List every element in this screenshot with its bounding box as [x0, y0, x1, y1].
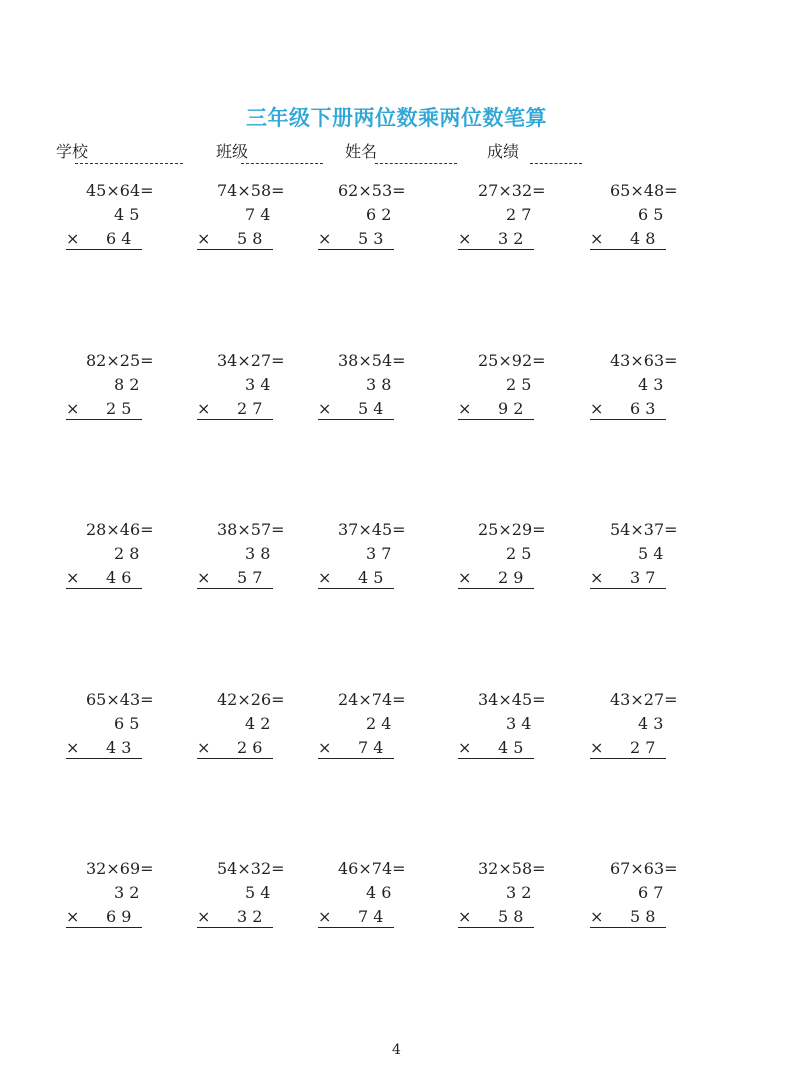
problem-bottom-number: 4 5: [498, 738, 524, 757]
problem-top-number: 2 7: [506, 205, 532, 224]
name-label: 姓名: [345, 142, 378, 161]
score-blank[interactable]: [530, 163, 582, 164]
problem-multiplier-row: [590, 568, 666, 589]
times-sign: ×: [197, 399, 211, 418]
school-label: 学校: [56, 142, 89, 161]
problem-18: [318, 690, 408, 760]
problem-expression: 45×64=: [86, 181, 154, 200]
problem-multiplier-row: [318, 568, 394, 589]
problem-expression: 28×46=: [86, 520, 154, 539]
problem-top-number: 2 4: [366, 714, 392, 733]
problem-multiplier-row: [458, 568, 534, 589]
problem-multiplier-row: [590, 399, 666, 420]
problem-25: [590, 859, 680, 929]
times-sign: ×: [458, 399, 472, 418]
problem-expression: 54×32=: [217, 859, 285, 878]
problem-bottom-number: 7 4: [358, 738, 384, 757]
problem-expression: 43×63=: [610, 351, 678, 370]
class-label: 班级: [216, 142, 249, 161]
problem-bottom-number: 3 2: [498, 229, 524, 248]
problem-bottom-number: 4 5: [358, 568, 384, 587]
problem-multiplier-row: [458, 738, 534, 759]
problem-expression: 62×53=: [338, 181, 406, 200]
problem-top-number: 5 4: [245, 883, 271, 902]
problem-expression: 37×45=: [338, 520, 406, 539]
problem-top-number: 6 2: [366, 205, 392, 224]
problem-bottom-number: 5 3: [358, 229, 384, 248]
score-label: 成绩: [487, 142, 520, 161]
problem-expression: 34×45=: [478, 690, 546, 709]
times-sign: ×: [197, 229, 211, 248]
problem-16: [66, 690, 156, 760]
times-sign: ×: [318, 907, 332, 926]
problem-expression: 65×48=: [610, 181, 678, 200]
times-sign: ×: [458, 568, 472, 587]
problem-top-number: 3 2: [114, 883, 140, 902]
problem-top-number: 3 4: [506, 714, 532, 733]
problem-7: [197, 351, 287, 421]
problem-bottom-number: 2 5: [106, 399, 132, 418]
problem-top-number: 2 8: [114, 544, 140, 563]
problem-expression: 27×32=: [478, 181, 546, 200]
times-sign: ×: [197, 738, 211, 757]
problem-multiplier-row: [590, 229, 666, 250]
problem-top-number: 4 2: [245, 714, 271, 733]
problem-expression: 34×27=: [217, 351, 285, 370]
problem-bottom-number: 7 4: [358, 907, 384, 926]
problem-bottom-number: 6 9: [106, 907, 132, 926]
problem-bottom-number: 3 2: [237, 907, 263, 926]
problem-10: [590, 351, 680, 421]
problem-top-number: 3 2: [506, 883, 532, 902]
times-sign: ×: [66, 399, 80, 418]
problem-multiplier-row: [197, 907, 273, 928]
problem-expression: 32×69=: [86, 859, 154, 878]
times-sign: ×: [197, 568, 211, 587]
problem-bottom-number: 4 6: [106, 568, 132, 587]
problem-multiplier-row: [458, 229, 534, 250]
problem-19: [458, 690, 548, 760]
class-blank[interactable]: [241, 163, 323, 164]
problem-top-number: 4 5: [114, 205, 140, 224]
problem-expression: 67×63=: [610, 859, 678, 878]
problem-bottom-number: 5 8: [237, 229, 263, 248]
times-sign: ×: [458, 907, 472, 926]
problem-expression: 54×37=: [610, 520, 678, 539]
problem-9: [458, 351, 548, 421]
problem-multiplier-row: [66, 229, 142, 250]
problem-top-number: 2 5: [506, 375, 532, 394]
times-sign: ×: [590, 399, 604, 418]
problem-expression: 32×58=: [478, 859, 546, 878]
problem-top-number: 6 5: [638, 205, 664, 224]
school-blank[interactable]: [75, 163, 183, 164]
problem-top-number: 6 7: [638, 883, 664, 902]
problem-12: [197, 520, 287, 590]
times-sign: ×: [458, 738, 472, 757]
problem-expression: 82×25=: [86, 351, 154, 370]
problem-21: [66, 859, 156, 929]
problem-bottom-number: 3 7: [630, 568, 656, 587]
problem-top-number: 2 5: [506, 544, 532, 563]
problem-expression: 65×43=: [86, 690, 154, 709]
problem-multiplier-row: [318, 738, 394, 759]
problem-1: [66, 181, 156, 251]
problem-top-number: 7 4: [245, 205, 271, 224]
problem-bottom-number: 5 7: [237, 568, 263, 587]
problem-top-number: 3 7: [366, 544, 392, 563]
problem-11: [66, 520, 156, 590]
problem-multiplier-row: [66, 568, 142, 589]
times-sign: ×: [318, 738, 332, 757]
problem-expression: 38×57=: [217, 520, 285, 539]
problem-17: [197, 690, 287, 760]
problem-expression: 42×26=: [217, 690, 285, 709]
problem-top-number: 4 3: [638, 375, 664, 394]
problem-expression: 25×29=: [478, 520, 546, 539]
problem-2: [197, 181, 287, 251]
problem-bottom-number: 9 2: [498, 399, 524, 418]
problem-bottom-number: 5 4: [358, 399, 384, 418]
problem-22: [197, 859, 287, 929]
problem-15: [590, 520, 680, 590]
problem-top-number: 3 8: [366, 375, 392, 394]
times-sign: ×: [318, 399, 332, 418]
problem-top-number: 4 6: [366, 883, 392, 902]
problem-multiplier-row: [590, 907, 666, 928]
problem-bottom-number: 6 3: [630, 399, 656, 418]
problem-multiplier-row: [458, 399, 534, 420]
times-sign: ×: [318, 229, 332, 248]
problem-20: [590, 690, 680, 760]
worksheet-title: 三年级下册两位数乘两位数笔算: [246, 105, 547, 130]
problem-expression: 24×74=: [338, 690, 406, 709]
problem-13: [318, 520, 408, 590]
problem-expression: 43×27=: [610, 690, 678, 709]
page-number: 4: [392, 1042, 401, 1058]
problem-4: [458, 181, 548, 251]
problem-24: [458, 859, 548, 929]
name-blank[interactable]: [375, 163, 457, 164]
problem-3: [318, 181, 408, 251]
problem-top-number: 5 4: [638, 544, 664, 563]
problem-expression: 38×54=: [338, 351, 406, 370]
problem-bottom-number: 2 7: [630, 738, 656, 757]
problem-bottom-number: 4 8: [630, 229, 656, 248]
problem-multiplier-row: [66, 738, 142, 759]
problem-multiplier-row: [318, 229, 394, 250]
problem-expression: 25×92=: [478, 351, 546, 370]
problem-multiplier-row: [590, 738, 666, 759]
times-sign: ×: [590, 907, 604, 926]
times-sign: ×: [458, 229, 472, 248]
problem-multiplier-row: [197, 568, 273, 589]
times-sign: ×: [66, 907, 80, 926]
problem-top-number: 4 3: [638, 714, 664, 733]
problem-expression: 46×74=: [338, 859, 406, 878]
problem-multiplier-row: [66, 907, 142, 928]
problem-multiplier-row: [197, 399, 273, 420]
times-sign: ×: [590, 568, 604, 587]
problem-bottom-number: 6 4: [106, 229, 132, 248]
problem-multiplier-row: [318, 399, 394, 420]
problem-5: [590, 181, 680, 251]
problem-top-number: 6 5: [114, 714, 140, 733]
problem-23: [318, 859, 408, 929]
times-sign: ×: [590, 738, 604, 757]
problem-6: [66, 351, 156, 421]
times-sign: ×: [318, 568, 332, 587]
problem-bottom-number: 2 7: [237, 399, 263, 418]
problem-multiplier-row: [197, 229, 273, 250]
problem-top-number: 3 8: [245, 544, 271, 563]
times-sign: ×: [66, 738, 80, 757]
problem-multiplier-row: [66, 399, 142, 420]
problem-top-number: 8 2: [114, 375, 140, 394]
problem-bottom-number: 5 8: [630, 907, 656, 926]
times-sign: ×: [590, 229, 604, 248]
problem-multiplier-row: [458, 907, 534, 928]
problem-multiplier-row: [197, 738, 273, 759]
problem-bottom-number: 2 9: [498, 568, 524, 587]
times-sign: ×: [66, 568, 80, 587]
problem-top-number: 3 4: [245, 375, 271, 394]
problem-8: [318, 351, 408, 421]
problem-multiplier-row: [318, 907, 394, 928]
problem-expression: 74×58=: [217, 181, 285, 200]
problem-14: [458, 520, 548, 590]
times-sign: ×: [197, 907, 211, 926]
times-sign: ×: [66, 229, 80, 248]
problem-bottom-number: 5 8: [498, 907, 524, 926]
problem-bottom-number: 4 3: [106, 738, 132, 757]
problem-bottom-number: 2 6: [237, 738, 263, 757]
